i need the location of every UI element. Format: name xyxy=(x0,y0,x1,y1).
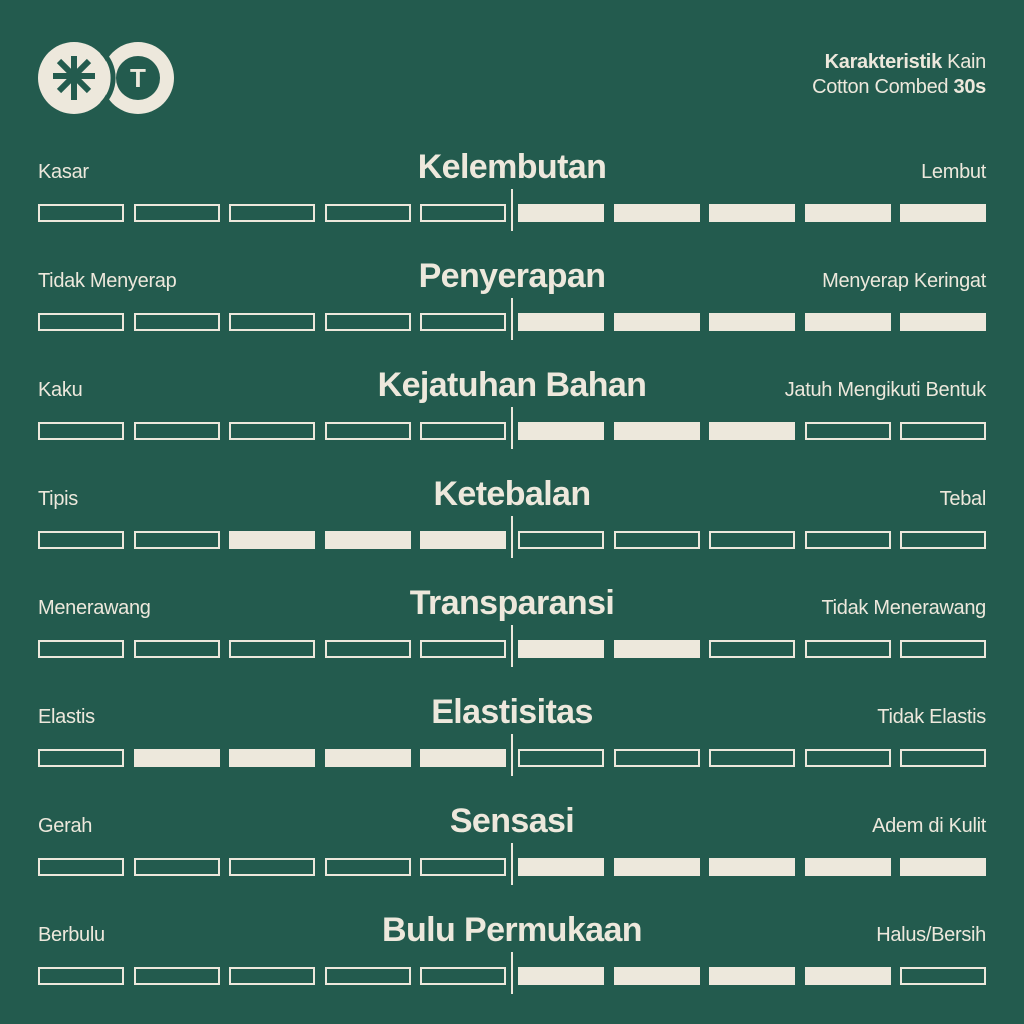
scale-segment-filled xyxy=(614,640,700,658)
scale-segment-empty xyxy=(900,967,986,985)
scale-segment-filled xyxy=(805,204,891,222)
scale-segment-filled xyxy=(518,204,604,222)
scale-segment-empty xyxy=(420,858,506,876)
scale-right-label: Lembut xyxy=(921,161,986,183)
scale-left-label: Tipis xyxy=(38,488,78,510)
scale-segment-filled xyxy=(805,313,891,331)
scale-segment-empty xyxy=(518,531,604,549)
scale-segment-empty xyxy=(134,640,220,658)
scale-segment-empty xyxy=(325,640,411,658)
scale-segment-filled xyxy=(709,858,795,876)
scale-segment-empty xyxy=(38,313,124,331)
characteristic-title: Kelembutan xyxy=(417,148,607,186)
characteristic-row xyxy=(38,145,986,254)
scale-segment-empty xyxy=(38,531,124,549)
scale-segment-empty xyxy=(325,967,411,985)
scale-segment-empty xyxy=(325,313,411,331)
scale-segment-empty xyxy=(709,531,795,549)
scale-segment-empty xyxy=(420,204,506,222)
characteristic-row xyxy=(38,254,986,363)
scale-left-label: Menerawang xyxy=(38,597,151,619)
scale-segment-empty xyxy=(900,749,986,767)
scale-segment-filled xyxy=(518,640,604,658)
characteristic-title: Ketebalan xyxy=(433,475,591,513)
scale-segment-empty xyxy=(325,422,411,440)
scale-left-label: Kaku xyxy=(38,379,83,401)
scale-left-label: Gerah xyxy=(38,815,93,837)
scale-segment-empty xyxy=(134,967,220,985)
scale-right-label: Menyerap Keringat xyxy=(822,270,986,292)
characteristics-list xyxy=(38,145,986,1017)
scale-segment-empty xyxy=(229,640,315,658)
scale-segment-filled xyxy=(709,967,795,985)
brand-logo xyxy=(38,42,174,114)
characteristic-title: Kejatuhan Bahan xyxy=(377,366,647,404)
scale-segment-empty xyxy=(900,531,986,549)
scale-center-divider xyxy=(511,625,513,667)
scale-center-divider xyxy=(511,298,513,340)
characteristic-title: Bulu Permukaan xyxy=(382,911,642,949)
scale-segment-empty xyxy=(420,640,506,658)
characteristic-row xyxy=(38,799,986,908)
scale-segment-filled xyxy=(805,858,891,876)
scale-segment-empty xyxy=(614,749,700,767)
scale-segment-empty xyxy=(134,313,220,331)
scale-segment-empty xyxy=(134,858,220,876)
scale-segment-empty xyxy=(38,640,124,658)
scale-segment-filled xyxy=(614,422,700,440)
scale-left-label: Elastis xyxy=(38,706,95,728)
scale-segment-filled xyxy=(518,967,604,985)
scale-right-label: Halus/Bersih xyxy=(876,924,986,946)
scale-segment-empty xyxy=(229,967,315,985)
scale-segment-filled xyxy=(900,204,986,222)
scale-center-divider xyxy=(511,734,513,776)
scale-segment-empty xyxy=(229,313,315,331)
scale-segment-filled xyxy=(709,313,795,331)
scale-segment-filled xyxy=(518,858,604,876)
header-line-1: Karakteristik Kain xyxy=(824,51,986,73)
scale-segment-filled xyxy=(420,749,506,767)
scale-center-divider xyxy=(511,516,513,558)
scale-segment-filled xyxy=(134,749,220,767)
scale-segment-empty xyxy=(229,204,315,222)
scale-segment-empty xyxy=(709,749,795,767)
scale-segment-empty xyxy=(805,640,891,658)
scale-segment-filled xyxy=(229,531,315,549)
scale-segment-filled xyxy=(518,313,604,331)
scale-segment-filled xyxy=(709,422,795,440)
scale-segment-empty xyxy=(805,531,891,549)
scale-segment-empty xyxy=(518,749,604,767)
characteristic-row xyxy=(38,690,986,799)
scale-segment-empty xyxy=(900,640,986,658)
characteristic-title: Elastisitas xyxy=(431,693,593,731)
characteristic-row xyxy=(38,363,986,472)
scale-segment-filled xyxy=(229,749,315,767)
scale-segment-empty xyxy=(38,204,124,222)
scale-segment-empty xyxy=(805,422,891,440)
scale-segment-empty xyxy=(420,422,506,440)
scale-right-label: Tebal xyxy=(939,488,986,510)
header-title xyxy=(812,50,986,100)
scale-segment-filled xyxy=(614,967,700,985)
scale-segment-empty xyxy=(229,422,315,440)
scale-segment-filled xyxy=(614,858,700,876)
scale-segment-filled xyxy=(518,422,604,440)
characteristic-title: Transparansi xyxy=(409,584,615,622)
scale-left-label: Tidak Menyerap xyxy=(38,270,177,292)
scale-segment-filled xyxy=(805,967,891,985)
scale-right-label: Jatuh Mengikuti Bentuk xyxy=(784,379,986,401)
scale-segment-empty xyxy=(325,858,411,876)
scale-segment-filled xyxy=(900,313,986,331)
scale-left-label: Kasar xyxy=(38,161,89,183)
scale-segment-filled xyxy=(325,749,411,767)
scale-segment-empty xyxy=(805,749,891,767)
scale-right-label: Tidak Elastis xyxy=(877,706,986,728)
scale-segment-empty xyxy=(134,422,220,440)
scale-segment-empty xyxy=(134,531,220,549)
brand-logo-mark xyxy=(38,42,174,114)
scale-segment-empty xyxy=(420,313,506,331)
scale-segment-empty xyxy=(420,967,506,985)
scale-segment-filled xyxy=(325,531,411,549)
scale-segment-empty xyxy=(134,204,220,222)
scale-segment-filled xyxy=(614,204,700,222)
characteristic-title: Sensasi xyxy=(449,802,575,840)
scale-segment-empty xyxy=(325,204,411,222)
scale-center-divider xyxy=(511,843,513,885)
scale-segment-empty xyxy=(38,749,124,767)
scale-right-label: Tidak Menerawang xyxy=(821,597,986,619)
scale-segment-filled xyxy=(900,858,986,876)
scale-segment-empty xyxy=(38,967,124,985)
header-line-2: Cotton Combed 30s xyxy=(812,76,986,98)
scale-segment-empty xyxy=(900,422,986,440)
scale-center-divider xyxy=(511,407,513,449)
characteristic-row xyxy=(38,908,986,1017)
characteristic-row xyxy=(38,472,986,581)
characteristic-title: Penyerapan xyxy=(418,257,606,295)
scale-center-divider xyxy=(511,189,513,231)
scale-segment-filled xyxy=(614,313,700,331)
scale-segment-empty xyxy=(38,422,124,440)
scale-segment-empty xyxy=(229,858,315,876)
scale-right-label: Adem di Kulit xyxy=(872,815,986,837)
scale-segment-empty xyxy=(709,640,795,658)
scale-segment-filled xyxy=(709,204,795,222)
scale-center-divider xyxy=(511,952,513,994)
scale-segment-empty xyxy=(38,858,124,876)
logo-letter: T xyxy=(130,63,146,93)
scale-segment-filled xyxy=(420,531,506,549)
scale-segment-empty xyxy=(614,531,700,549)
characteristic-row xyxy=(38,581,986,690)
scale-left-label: Berbulu xyxy=(38,924,105,946)
